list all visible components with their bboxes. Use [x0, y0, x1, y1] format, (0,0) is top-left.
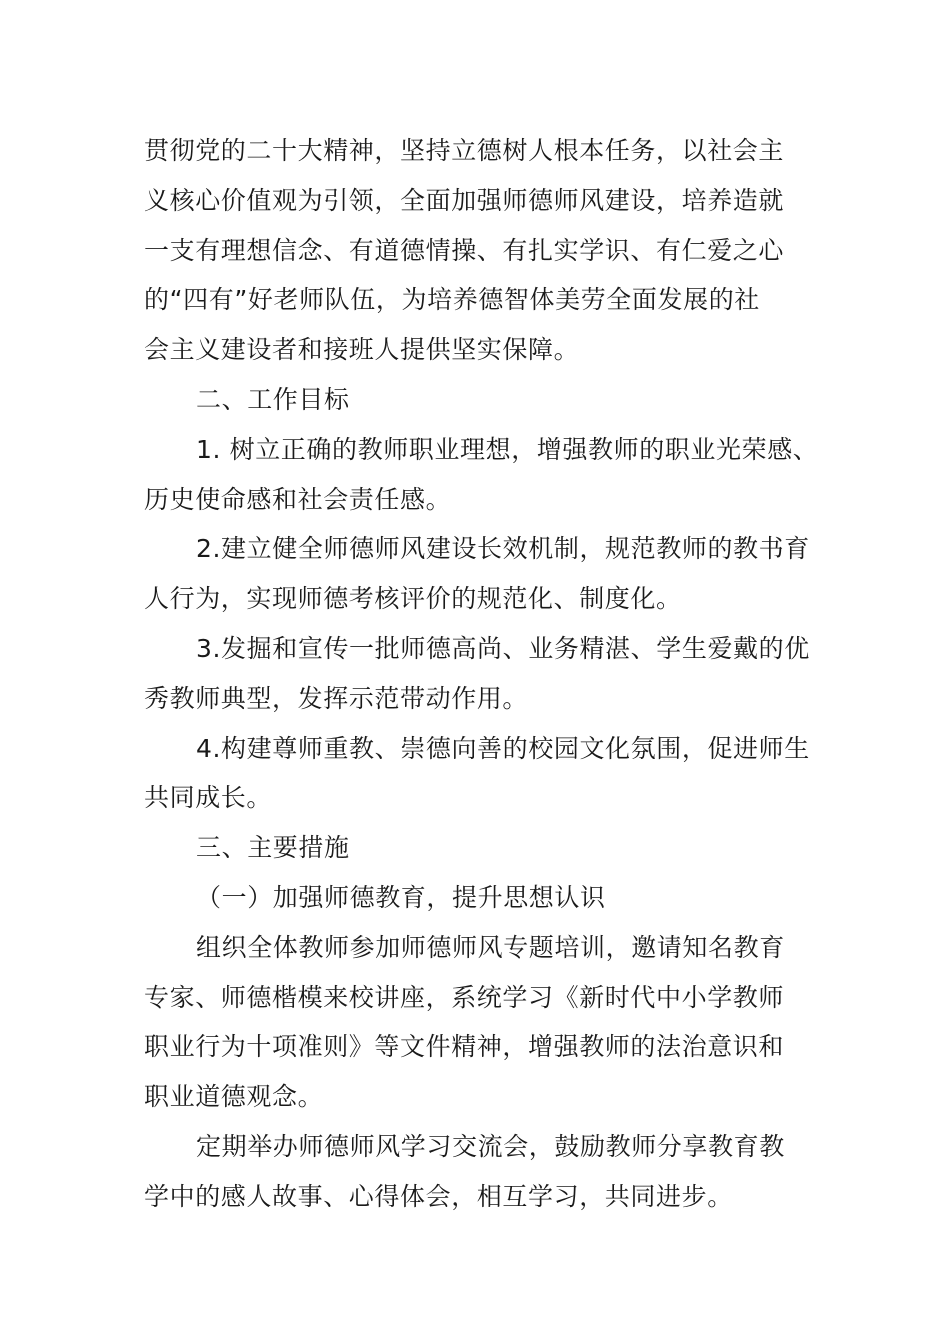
list-item-goal-4: 4.构建尊师重教、崇德向善的校园文化氛围，促进师生 — [196, 733, 810, 763]
text-line: 一支有理想信念、有道德情操、有扎实学识、有仁爱之心 — [144, 235, 785, 265]
text-line: 会主义建设者和接班人提供坚实保障。 — [144, 335, 580, 365]
text-line: 秀教师典型，发挥示范带动作用。 — [144, 683, 529, 713]
text-line: 专家、师德楷模来校讲座，系统学习《新时代中小学教师 — [144, 982, 785, 1012]
text-line: 职业道德观念。 — [144, 1082, 324, 1112]
text-line: 共同成长。 — [144, 783, 273, 813]
text-line: 人行为，实现师德考核评价的规范化、制度化。 — [144, 584, 682, 614]
list-item-goal-3: 3.发掘和宣传一批师德高尚、业务精湛、学生爱戴的优 — [196, 633, 810, 663]
list-item-goal-1: 1. 树立正确的教师职业理想，增强教师的职业光荣感、 — [196, 434, 819, 464]
document-body — [144, 126, 819, 1222]
text-line: 学中的感人故事、心得体会，相互学习，共同进步。 — [144, 1181, 733, 1211]
paragraph-start: 定期举办师德师风学习交流会，鼓励教师分享教育教 — [196, 1131, 785, 1161]
section-heading-measures: 三、主要措施 — [196, 833, 350, 863]
text-line: 贯彻党的二十大精神，坚持立德树人根本任务，以社会主 — [144, 136, 785, 165]
subsection-heading: （一）加强师德教育，提升思想认识 — [196, 882, 606, 912]
text-line: 的“四有”好老师队伍，为培养德智体美劳全面发展的社 — [144, 285, 760, 315]
text-line: 历史使命感和社会责任感。 — [144, 484, 452, 514]
text-line: 义核心价值观为引领，全面加强师德师风建设，培养造就 — [144, 185, 785, 215]
text-line: 职业行为十项准则》等文件精神，增强教师的法治意识和 — [144, 1032, 785, 1062]
list-item-goal-2: 2.建立健全师德师风建设长效机制，规范教师的教书育 — [196, 534, 810, 564]
paragraph-start: 组织全体教师参加师德师风专题培训，邀请知名教育 — [196, 932, 785, 962]
section-heading-goals: 二、工作目标 — [196, 384, 350, 414]
